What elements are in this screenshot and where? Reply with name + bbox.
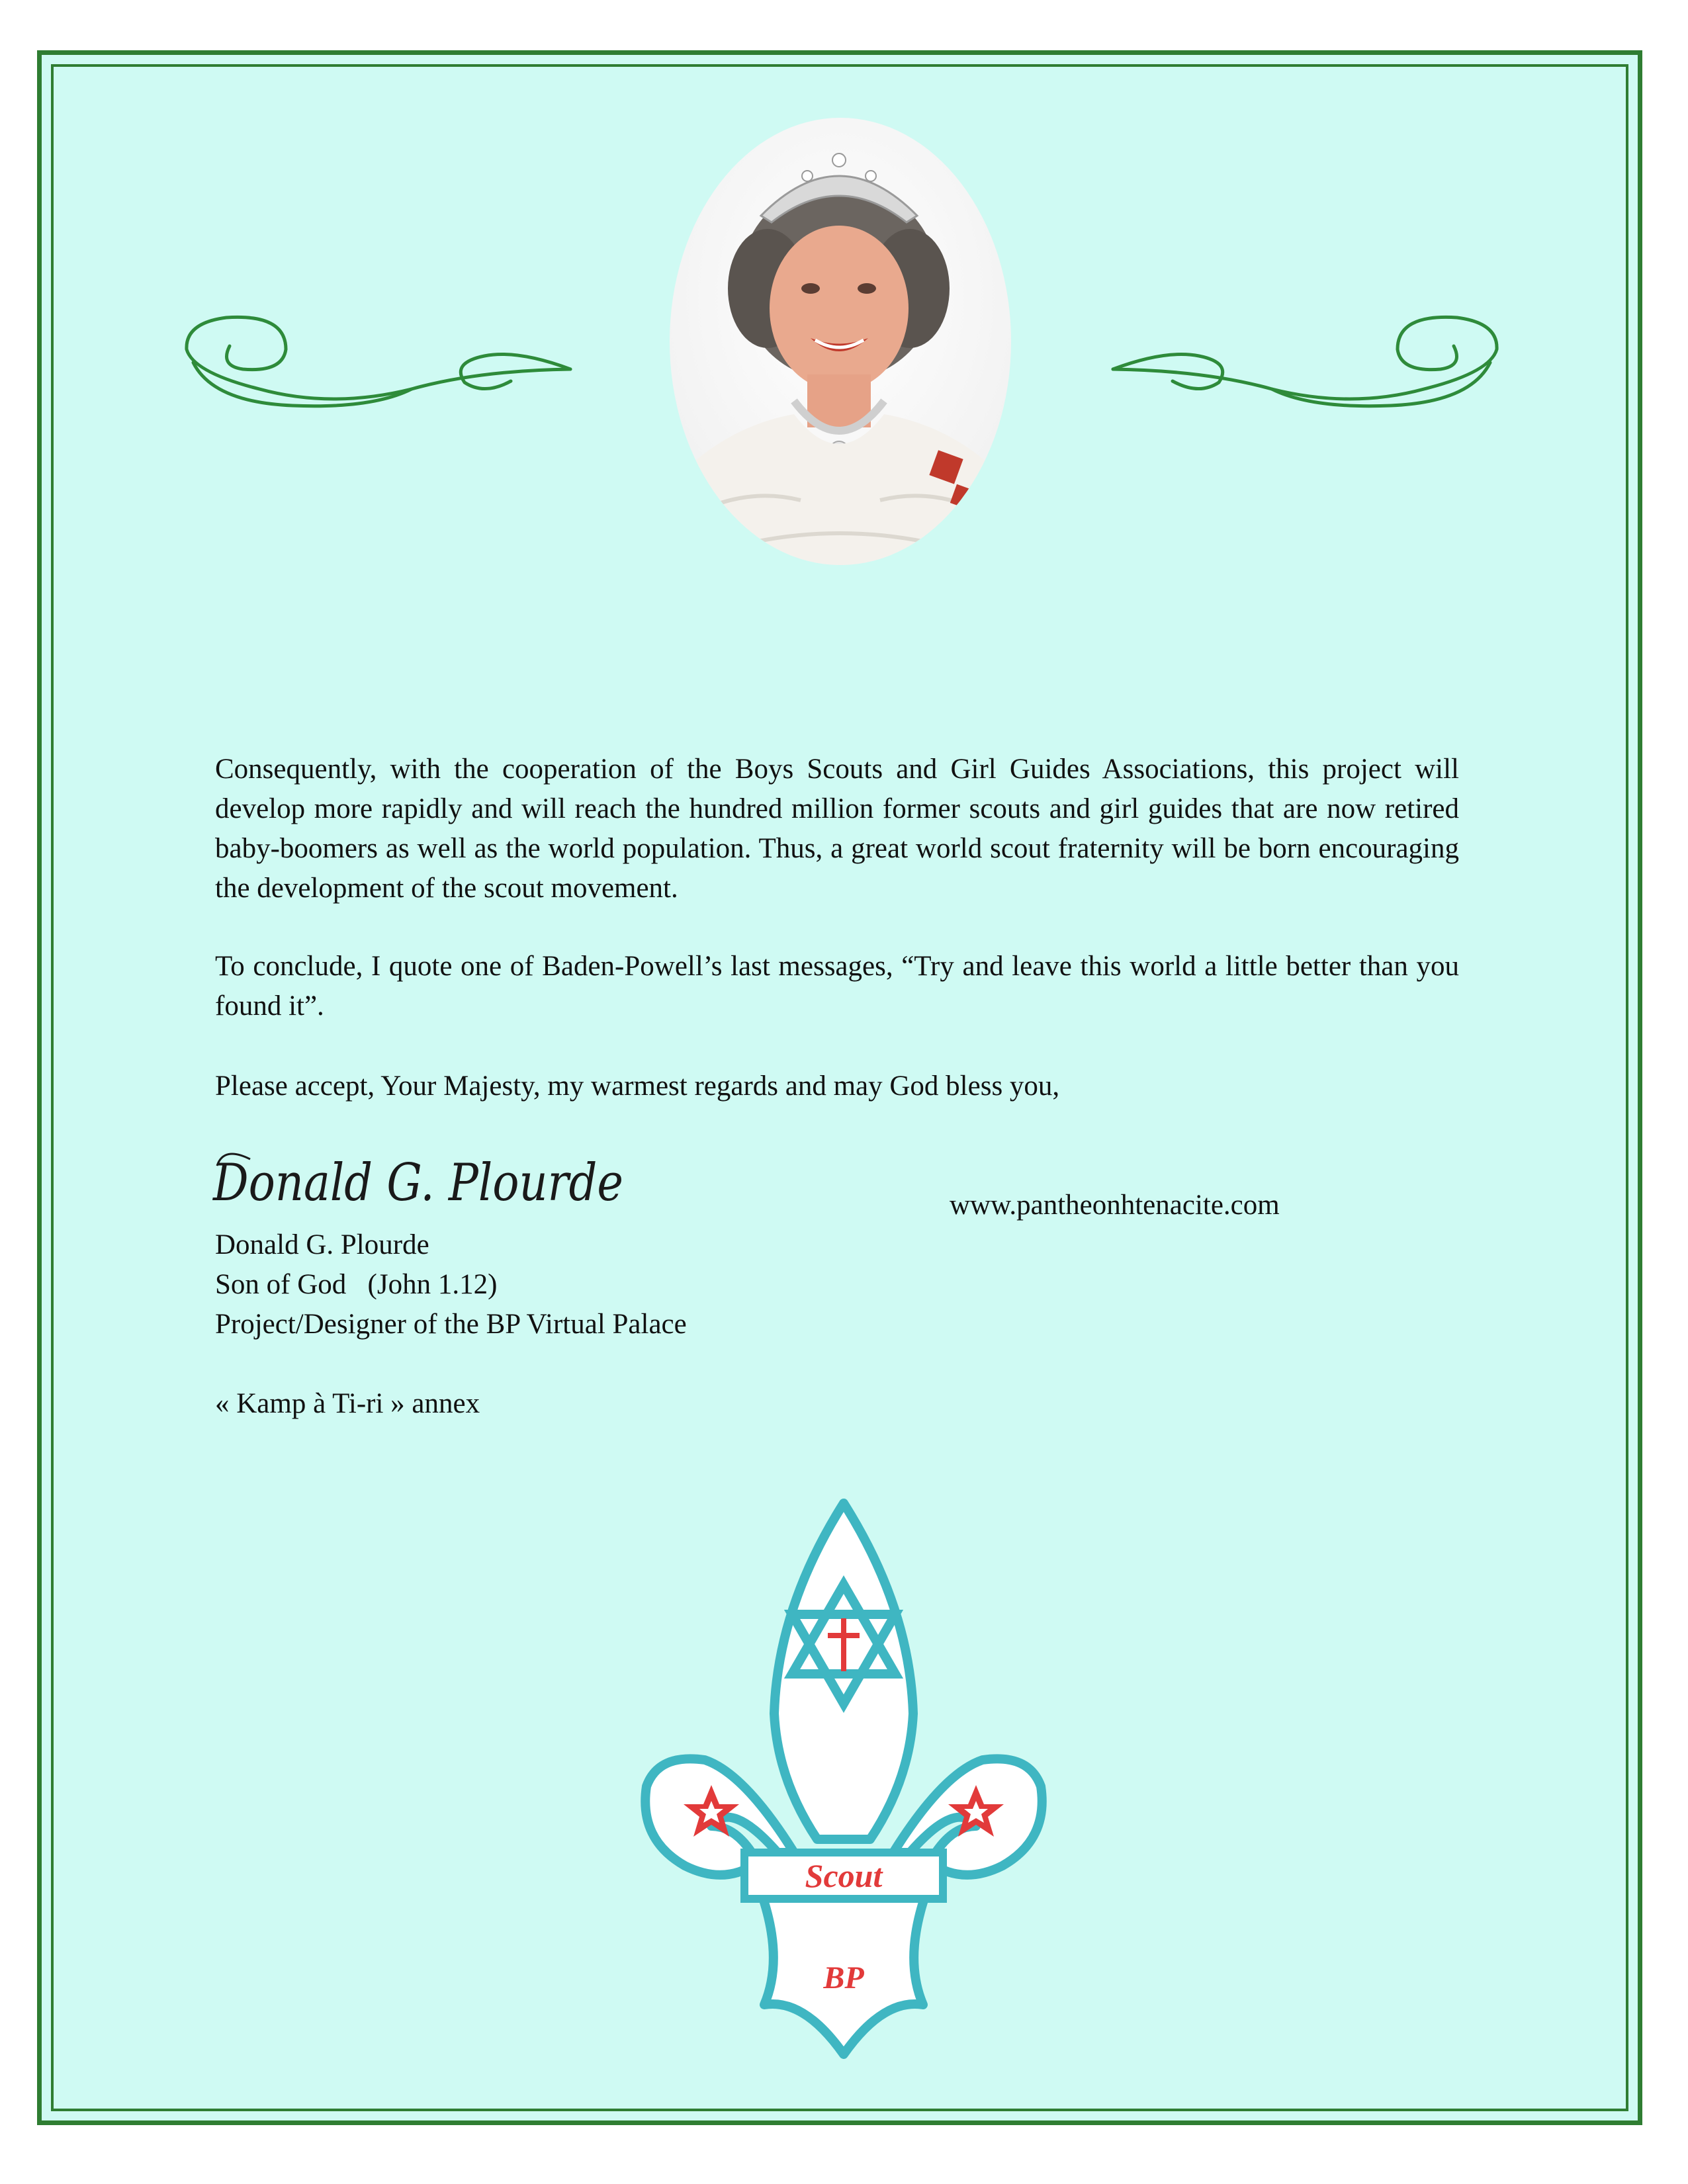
emblem-base-text: BP	[823, 1960, 864, 1995]
handwritten-signature	[210, 1139, 634, 1225]
signer-title-1: Son of God (John 1.12)	[215, 1269, 498, 1300]
portrait-photo	[668, 116, 1012, 566]
signer-name: Donald G. Plourde	[215, 1229, 429, 1260]
fleur-de-lis-icon	[632, 1495, 1055, 2064]
svg-text:Donald G. Plourde: Donald G. Plourde	[212, 1153, 623, 1213]
signer-title-2: Project/Designer of the BP Virtual Palace	[215, 1309, 687, 1340]
letter-paragraph-1: Consequently, with the cooperation of the Boys Scouts and Girl Guides Associations, this project will develop more rapidly and will reach the hundred million former scouts and girl guides that are now retired baby-boomers as well as the world population. Thus, a great world scout fraternity will be born encouraging the development of the scout movement.	[215, 754, 1459, 904]
flourish-left-ornament	[173, 310, 577, 415]
letter-paragraph-3: Please accept, Your Majesty, my warmest regards and may God bless you,	[215, 1070, 1060, 1102]
letter-paragraph-2: To conclude, I quote one of Baden-Powell’s last messages, “Try and leave this world a little better than you found it”.	[215, 951, 1459, 1022]
emblem-ribbon-text: Scout	[805, 1857, 883, 1894]
annex-note: « Kamp à Ti-ri » annex	[215, 1388, 480, 1419]
website-url: www.pantheonhtenacite.com	[950, 1190, 1280, 1221]
flourish-right-ornament	[1106, 310, 1510, 415]
